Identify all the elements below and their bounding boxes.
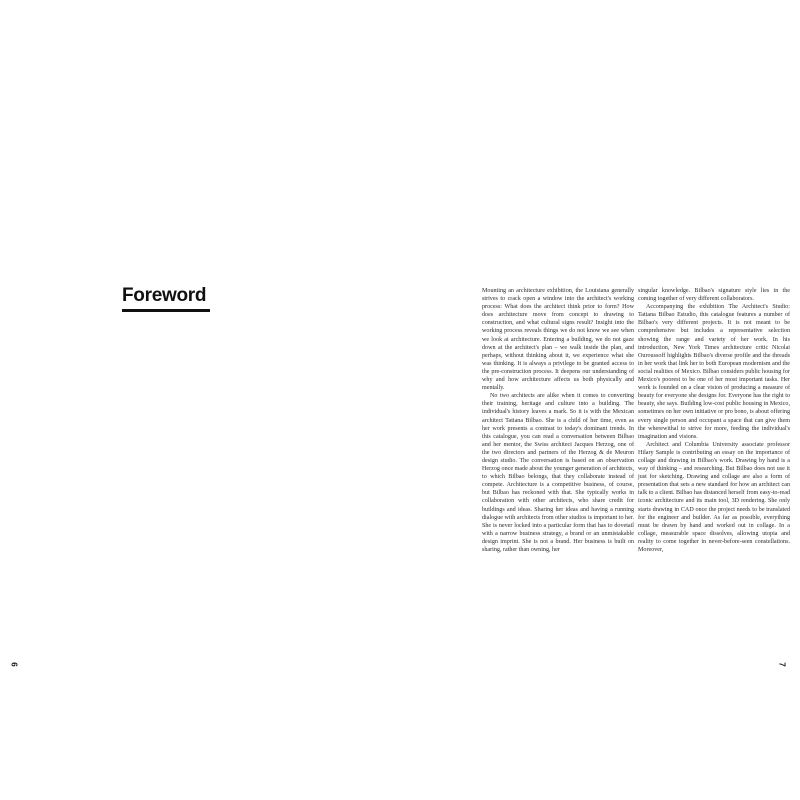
heading-underline bbox=[122, 309, 210, 312]
paragraph: singular knowledge. Bilbao's signature style lies in the coming together of very different collaborators. bbox=[638, 288, 790, 303]
page-number-left: 6 bbox=[9, 662, 19, 667]
text-column-right bbox=[638, 287, 790, 554]
page-heading: Foreword bbox=[122, 285, 207, 306]
paragraph: Mounting an architecture exhibition, the Louisiana generally strives to crack open a window into the architect's working process: What does the architect think prior to form? How does architecture move from concept to drawing to construction, and what cultural signs result? Insight into the working process reveals things we do not know we see when we look at architecture. Entering a building, we do not gaze down at the architect's plan – we walk inside the plan, and perhaps, without thinking about it, we experience what she was thinking. It is always a privilege to be granted access to the pre-construction process. It deepens our understanding of why and how architecture affects us both physically and mentally. bbox=[482, 288, 634, 392]
paragraph: No two architects are alike when it comes to converting their training, heritage and culture into a building. The individual's history leaves a mark. So it is with the Mexican architect Tatiana Bilbao. She is a child of her time, even as her work presents a contrast to today's dominant trends. In this catalogue, you can read a conversation between Bilbao and her mentor, the Swiss architect Jacques Herzog, one of the two directors and partners of the Herzog & de Meuron design studio. The conversation is based on an observation Herzog once made about the younger generation of architects, to which Bilbao belongs, that they collaborate instead of compete. Architecture is a competitive business, of course, but Bilbao has reckoned with that. She typically works in collaboration with other architects, who share credit for buildings and ideas. Sharing her ideas and having a running dialogue with architects from other studios is important to her. She is never locked into a particular form that has to dovetail with a narrow business strategy, a brand or an unmistakable design imprint. She is not a brand. Her business is built on sharing, rather than owning, her bbox=[482, 393, 634, 553]
page-number-right: 7 bbox=[777, 662, 787, 667]
paragraph: Accompanying the exhibition The Architect's Studio: Tatiana Bilbao Estudio, this catalogue features a number of Bilbao's very different projects. It is not meant to be comprehensive but includes a representative selection showing the range and variety of her work. In his introduction, New York Times architecture critic Nicolai Ouroussoff highlights Bilbao's diverse profile and the threads in her work that link her to both European modernism and the social realities of Mexico. Bilbao considers public housing for Mexico's poorest to be one of her most important tasks. Her work is founded on a clear vision of producing a measure of beauty for everyone she designs for. Everyone has the right to beauty, she says. Building low-cost public housing in Mexico, sometimes on her own initiative or pro bono, is about offering every single person and occupant a space that can give them the wherewithal to strive for more, feeding the individual's imagination and visions. bbox=[638, 304, 790, 440]
text-column-left bbox=[482, 287, 634, 554]
paragraph: Architect and Columbia University associate professor Hilary Sample is contributing an essay on the importance of collage and drawing in Bilbao's work. Drawing by hand is a way of thinking – and researching. But Bilbao does not use it just for sketching. Drawing and collage are also a form of presentation that sets a new standard for how an architect can talk to a client. Bilbao has distanced herself from easy-to-read iconic architecture and its main tool, 3D rendering. She only starts drawing in CAD once the project needs to be translated for the engineer and builder. As far as possible, everything must be drawn by hand and worked out in collage. In a collage, measurable space dissolves, allowing utopia and reality to come together in never-before-seen constellations. Moreover, bbox=[638, 441, 790, 553]
